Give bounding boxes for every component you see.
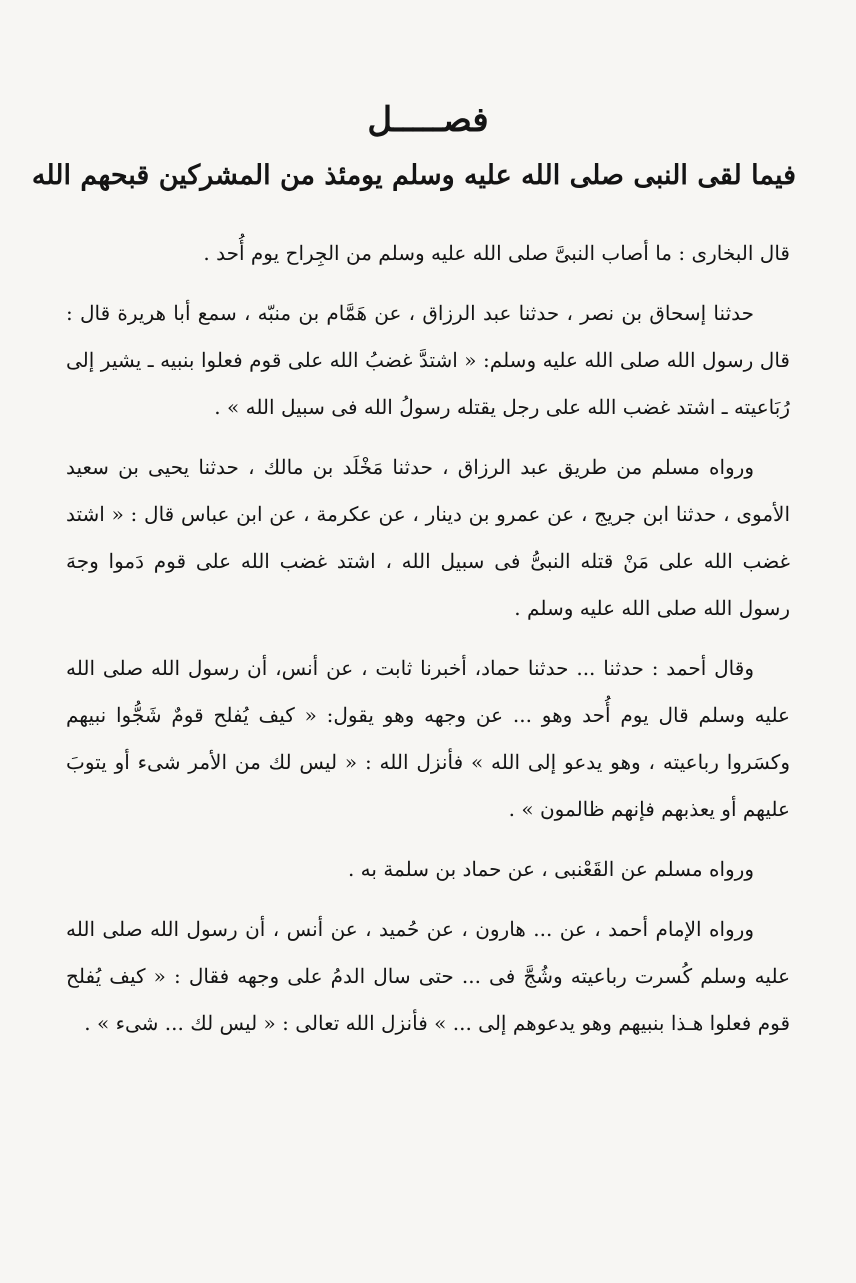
paragraph-imam-ahmad: ورواه الإمام أحمد ، عن ... هارون ، عن حُميد ، عن أنس ، أن رسول الله صلى الله عليه وسلم كُسرت رباعيته وشُجَّ فى ... حتى سال الدمُ على وجهه فقال : « كيف يُفلح قوم فعلوا هـذا بنبيهم وهو يدعوهم إلى ... » فأنزل الله تعالى : « ليس لك ... شىء » . bbox=[66, 917, 790, 1035]
section-title: فيما لقى النبى صلى الله عليه وسلم يومئذ من المشركين قبحهم الله bbox=[31, 160, 796, 191]
paragraph-muslim-ibn-abbas: ورواه مسلم من طريق عبد الرزاق ، حدثنا مَخْلَد بن مالك ، حدثنا يحيى بن سعيد الأموى ، حدثنا ابن جريج ، عن عمرو بن دينار ، عن عكرمة ، عن ابن عباس قال : « اشتد غضب الله على مَنْ قتله النبىُّ فى سبيل الله ، اشتد غضب الله على قوم دَموا وجهَ رسول الله صلى الله عليه وسلم . bbox=[66, 455, 791, 620]
body-text bbox=[66, 230, 790, 1060]
paragraph-muslim-qanabi: ورواه مسلم عن القَعْنبى ، عن حماد بن سلمة به . bbox=[347, 857, 754, 881]
paragraph-bukhari: قال البخارى : ما أصاب النبىَّ صلى الله عليه وسلم من الجِراح يوم أُحد . bbox=[203, 241, 790, 265]
paragraph-ahmad-anas: وقال أحمد : حدثنا ... حدثنا حماد، أخبرنا ثابت ، عن أنس، أن رسول الله صلى الله عليه وسلم قال يوم أُحد وهو ... عن وجهه وهو يقول: « كيف يُفلح قومٌ شَجُّوا نبيهم وكسَروا رباعيته ، وهو يدعو إلى الله » فأنزل الله : « ليس لك من الأمر شىء أو يتوبَ عليهم أو يعذبهم فإنهم ظالمون » . bbox=[66, 656, 790, 821]
section-heading: فصـــــل bbox=[367, 100, 489, 140]
paragraph-isnad-abu-hurairah: حدثنا إسحاق بن نصر ، حدثنا عبد الرزاق ، عن هَمَّام بن منبّه ، سمع أبا هريرة قال : قال رسول الله صلى الله عليه وسلم: « اشتدَّ غضبُ الله على قوم فعلوا بنبيه ـ يشير إلى رُبَاعيته ـ اشتد غضب الله على رجل يقتله رسولُ الله فى سبيل الله » . bbox=[66, 301, 790, 419]
